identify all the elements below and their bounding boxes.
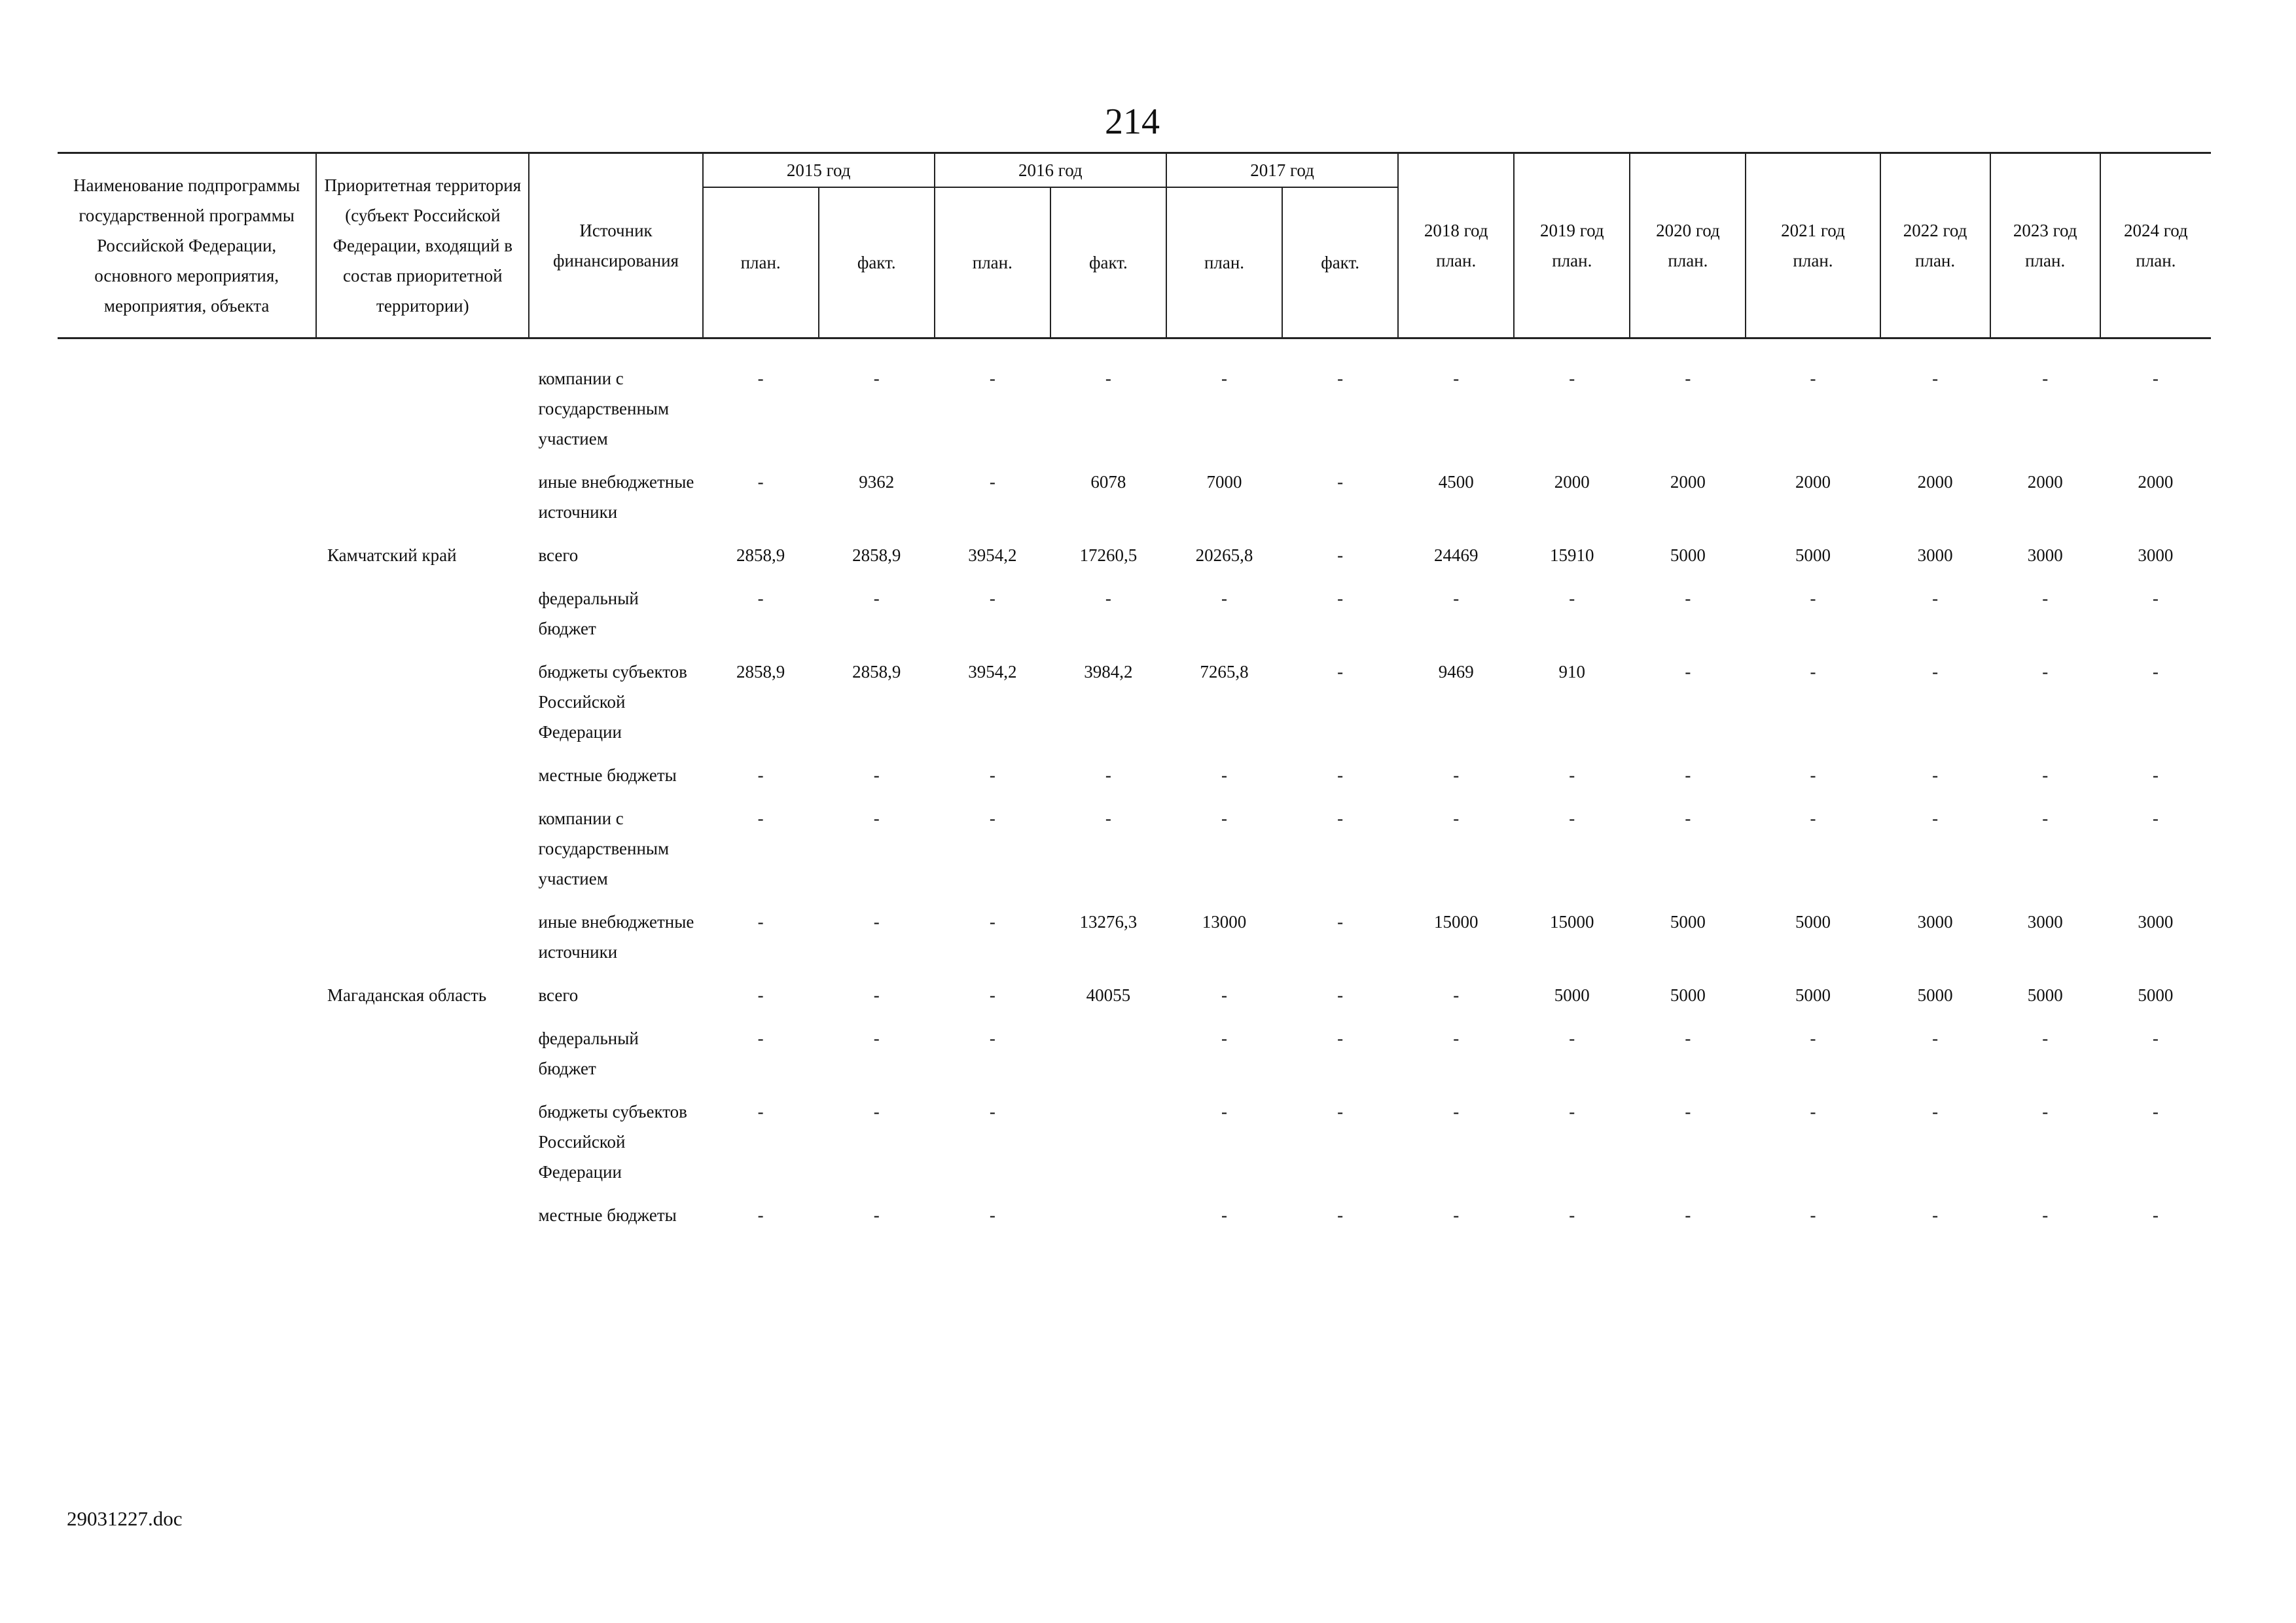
row-value: - — [989, 912, 996, 932]
header-2021 — [1746, 153, 1880, 338]
header-2018-plan: план. — [1436, 251, 1477, 270]
header-year-2017: 2017 год — [1166, 153, 1398, 188]
row-value: 3000 — [2138, 912, 2174, 932]
row-value: 15000 — [1433, 912, 1479, 932]
header-2022 — [1880, 153, 1990, 338]
row-value: 4500 — [1438, 472, 1474, 492]
row-value: - — [1810, 765, 1816, 785]
row-source: всего — [538, 985, 579, 1005]
row-value: 2858,9 — [852, 662, 901, 682]
row-value: - — [1932, 589, 1939, 608]
row-value: - — [1105, 369, 1111, 388]
row-value: 5000 — [1795, 985, 1831, 1005]
row-value: - — [757, 912, 764, 932]
row-value: - — [873, 1029, 880, 1048]
row-value: - — [2152, 369, 2159, 388]
row-value: - — [989, 369, 996, 388]
row-value: - — [757, 985, 764, 1005]
row-value: - — [1810, 809, 1816, 828]
table-row — [58, 540, 2211, 583]
row-value: 2858,9 — [736, 662, 785, 682]
row-value: - — [1685, 1029, 1691, 1048]
row-value: - — [1685, 765, 1691, 785]
row-value: - — [2152, 1102, 2159, 1122]
row-value: - — [2042, 662, 2049, 682]
row-value: - — [1337, 809, 1344, 828]
row-value: 3000 — [2027, 545, 2063, 565]
row-value: 3954,2 — [968, 662, 1017, 682]
header-2019-plan: план. — [1552, 251, 1592, 270]
table-row — [58, 803, 2211, 907]
row-value: - — [989, 1029, 996, 1048]
row-value: - — [2042, 765, 2049, 785]
row-value: - — [989, 809, 996, 828]
header-2024-year: 2024 год — [2124, 221, 2188, 240]
row-value: - — [1810, 369, 1816, 388]
row-value: 5000 — [1670, 912, 1706, 932]
table-row — [58, 1023, 2211, 1097]
row-value: - — [1810, 589, 1816, 608]
header-2015-fact: факт. — [819, 187, 935, 338]
table-row — [58, 907, 2211, 980]
header-col-source: Источник финансирования — [529, 153, 702, 338]
row-value: 15910 — [1550, 545, 1594, 565]
row-value: - — [1932, 369, 1939, 388]
row-value: - — [1337, 1205, 1344, 1225]
row-source: федеральный бюджет — [538, 1029, 639, 1078]
row-value: - — [1685, 589, 1691, 608]
row-value: - — [1810, 1205, 1816, 1225]
row-source: иные внебюджетные источники — [538, 912, 694, 962]
row-value: - — [2042, 1029, 2049, 1048]
header-2022-year: 2022 год — [1903, 221, 1967, 240]
header-year-2016: 2016 год — [935, 153, 1166, 188]
row-value: - — [1453, 765, 1460, 785]
row-value: - — [1337, 662, 1344, 682]
row-value: 9469 — [1438, 662, 1474, 682]
row-value: 7265,8 — [1200, 662, 1249, 682]
row-value: - — [1221, 589, 1228, 608]
row-value: - — [1453, 1205, 1460, 1225]
row-value: - — [1221, 369, 1228, 388]
row-value: - — [757, 1205, 764, 1225]
row-value: - — [1221, 765, 1228, 785]
row-value: - — [1453, 369, 1460, 388]
row-value: 24469 — [1433, 545, 1479, 565]
row-value: - — [873, 912, 880, 932]
page-number: 214 — [1105, 101, 1160, 142]
row-value: - — [757, 765, 764, 785]
row-value: 5000 — [1795, 545, 1831, 565]
header-2020 — [1630, 153, 1746, 338]
header-2015-plan: план. — [703, 187, 819, 338]
row-value: 2000 — [1554, 472, 1590, 492]
row-value: - — [1221, 809, 1228, 828]
row-source: бюджеты субъектов Российской Федерации — [538, 662, 687, 742]
row-value: - — [989, 1205, 996, 1225]
row-value: - — [2042, 809, 2049, 828]
row-region — [58, 467, 529, 540]
row-value: 3000 — [2027, 912, 2063, 932]
row-value — [1050, 1023, 1166, 1097]
row-value: - — [1932, 1205, 1939, 1225]
row-value: - — [1685, 1205, 1691, 1225]
header-2017-fact: факт. — [1282, 187, 1398, 338]
row-region — [58, 363, 529, 467]
row-value: - — [1221, 1102, 1228, 1122]
table-rows — [58, 363, 2211, 1243]
row-value: - — [1221, 1029, 1228, 1048]
row-value: - — [757, 1102, 764, 1122]
row-region — [58, 803, 529, 907]
row-value: - — [873, 809, 880, 828]
row-value: - — [1685, 809, 1691, 828]
row-value: 5000 — [1670, 985, 1706, 1005]
header-2023-plan: план. — [2025, 251, 2066, 270]
row-value: 2000 — [2027, 472, 2063, 492]
row-value: - — [873, 589, 880, 608]
row-source: местные бюджеты — [538, 765, 677, 785]
table-row — [58, 1200, 2211, 1243]
row-value: 2858,9 — [736, 545, 785, 565]
header-year-2015: 2015 год — [703, 153, 935, 188]
row-value: 13000 — [1202, 912, 1247, 932]
row-value: 2858,9 — [852, 545, 901, 565]
row-source: бюджеты субъектов Российской Федерации — [538, 1102, 687, 1182]
row-value: - — [873, 1102, 880, 1122]
row-value: 3000 — [1917, 912, 1953, 932]
row-value: 2000 — [1795, 472, 1831, 492]
row-value: - — [873, 1205, 880, 1225]
row-region — [58, 760, 529, 803]
row-value: - — [2152, 809, 2159, 828]
header-2024-plan: план. — [2136, 251, 2176, 270]
row-value: - — [989, 985, 996, 1005]
row-value: - — [1337, 472, 1344, 492]
table-row — [58, 760, 2211, 803]
table-body — [58, 363, 2211, 1243]
row-value: - — [1569, 765, 1575, 785]
row-value: 5000 — [2027, 985, 2063, 1005]
table-row — [58, 363, 2211, 467]
row-value — [1050, 1097, 1166, 1200]
row-value: - — [757, 1029, 764, 1048]
row-value: 9362 — [859, 472, 895, 492]
row-value: - — [1453, 985, 1460, 1005]
row-value: - — [2152, 765, 2159, 785]
row-region: Камчатский край — [327, 545, 457, 565]
row-value: - — [873, 765, 880, 785]
row-value: - — [989, 589, 996, 608]
header-2023-year: 2023 год — [2013, 221, 2077, 240]
row-value: - — [1453, 589, 1460, 608]
row-value: - — [1569, 1205, 1575, 1225]
row-value: - — [757, 589, 764, 608]
row-value: - — [1453, 809, 1460, 828]
table-row — [58, 657, 2211, 760]
row-value: - — [1337, 985, 1344, 1005]
row-value: - — [1105, 589, 1111, 608]
row-value: 3984,2 — [1084, 662, 1133, 682]
row-region — [58, 583, 529, 657]
row-value: 20265,8 — [1195, 545, 1253, 565]
row-value: - — [1685, 662, 1691, 682]
row-value: - — [1569, 1102, 1575, 1122]
row-source: федеральный бюджет — [538, 589, 639, 638]
row-value: - — [1810, 1029, 1816, 1048]
row-value: - — [1810, 1102, 1816, 1122]
row-value: - — [1337, 589, 1344, 608]
row-source: компании с государственным участием — [538, 369, 670, 448]
row-value: 15000 — [1550, 912, 1594, 932]
row-value: - — [873, 985, 880, 1005]
header-2019 — [1514, 153, 1630, 338]
row-value: - — [1105, 765, 1111, 785]
row-value: - — [1569, 1029, 1575, 1048]
row-source: компании с государственным участием — [538, 809, 670, 888]
row-value: - — [757, 472, 764, 492]
table-row — [58, 583, 2211, 657]
row-value: - — [1337, 545, 1344, 565]
row-region — [58, 1023, 529, 1097]
row-value: 5000 — [1554, 985, 1590, 1005]
row-source: иные внебюджетные источники — [538, 472, 694, 522]
row-value: 5000 — [1670, 545, 1706, 565]
row-value: - — [1453, 1102, 1460, 1122]
row-value: - — [1685, 369, 1691, 388]
row-value: 7000 — [1206, 472, 1242, 492]
header-2021-plan: план. — [1793, 251, 1833, 270]
row-value: - — [1569, 809, 1575, 828]
row-value: 2000 — [2138, 472, 2174, 492]
row-value: - — [1569, 589, 1575, 608]
row-value: - — [989, 1102, 996, 1122]
row-region — [58, 1097, 529, 1200]
header-2024 — [2100, 153, 2211, 338]
row-value: - — [1337, 369, 1344, 388]
document-filename: 29031227.doc — [67, 1507, 183, 1530]
header-2017-plan: план. — [1166, 187, 1282, 338]
row-value: 910 — [1558, 662, 1586, 682]
header-2022-plan: план. — [1915, 251, 1956, 270]
row-value: - — [1932, 1102, 1939, 1122]
row-value: - — [989, 472, 996, 492]
row-value: - — [1453, 1029, 1460, 1048]
row-value: - — [2152, 1205, 2159, 1225]
row-region — [58, 657, 529, 760]
row-value: - — [1932, 662, 1939, 682]
header-2016-plan: план. — [935, 187, 1050, 338]
header-2020-year: 2020 год — [1656, 221, 1720, 240]
row-region — [58, 907, 529, 980]
header-2018 — [1398, 153, 1514, 338]
row-value: 3954,2 — [968, 545, 1017, 565]
row-value: - — [2042, 369, 2049, 388]
table-row — [58, 980, 2211, 1023]
row-value: - — [757, 809, 764, 828]
row-value: - — [873, 369, 880, 388]
row-value: - — [1932, 765, 1939, 785]
row-value: - — [1337, 1029, 1344, 1048]
row-value: - — [2152, 662, 2159, 682]
row-region — [58, 1200, 529, 1243]
row-value: 5000 — [2138, 985, 2174, 1005]
row-value: - — [1221, 1205, 1228, 1225]
row-value: - — [2042, 1205, 2049, 1225]
header-col-name: Наименование подпрограммы государственной программы Российской Федерации, основного мероприятия, мероприятия, объекта — [58, 153, 316, 338]
row-value: 5000 — [1917, 985, 1953, 1005]
table-row — [58, 1097, 2211, 1200]
row-value: 3000 — [2138, 545, 2174, 565]
row-value: - — [2152, 589, 2159, 608]
row-value: - — [2152, 1029, 2159, 1048]
row-source: местные бюджеты — [538, 1205, 677, 1225]
header-2023 — [1990, 153, 2100, 338]
row-value: 6078 — [1090, 472, 1126, 492]
row-value: - — [1221, 985, 1228, 1005]
row-value: - — [1685, 1102, 1691, 1122]
header-2016-fact: факт. — [1050, 187, 1166, 338]
table-header — [58, 152, 2211, 339]
row-value: - — [757, 369, 764, 388]
row-value: - — [989, 765, 996, 785]
row-value: - — [1337, 912, 1344, 932]
table-row — [58, 467, 2211, 540]
row-value: - — [1105, 809, 1111, 828]
row-value: 2000 — [1670, 472, 1706, 492]
row-value: 17260,5 — [1079, 545, 1138, 565]
row-value: 5000 — [1795, 912, 1831, 932]
row-value: 2000 — [1917, 472, 1953, 492]
row-value: - — [2042, 589, 2049, 608]
header-col-territory: Приоритетная территория (субъект Российской Федерации, входящий в состав приоритетной территории) — [316, 153, 529, 338]
row-value: - — [1932, 1029, 1939, 1048]
header-2021-year: 2021 год — [1781, 221, 1845, 240]
row-value: - — [1810, 662, 1816, 682]
row-source: всего — [538, 545, 579, 565]
row-value: 3000 — [1917, 545, 1953, 565]
header-2019-year: 2019 год — [1539, 221, 1604, 240]
row-region: Магаданская область — [327, 985, 487, 1005]
header-2018-year: 2018 год — [1424, 221, 1488, 240]
row-value: 13276,3 — [1079, 912, 1138, 932]
row-value: - — [1932, 809, 1939, 828]
row-value — [1050, 1200, 1166, 1243]
row-value: - — [1569, 369, 1575, 388]
row-value: - — [1337, 765, 1344, 785]
row-value: - — [1337, 1102, 1344, 1122]
header-2020-plan: план. — [1668, 251, 1708, 270]
row-value: - — [2042, 1102, 2049, 1122]
row-value: 40055 — [1086, 985, 1131, 1005]
